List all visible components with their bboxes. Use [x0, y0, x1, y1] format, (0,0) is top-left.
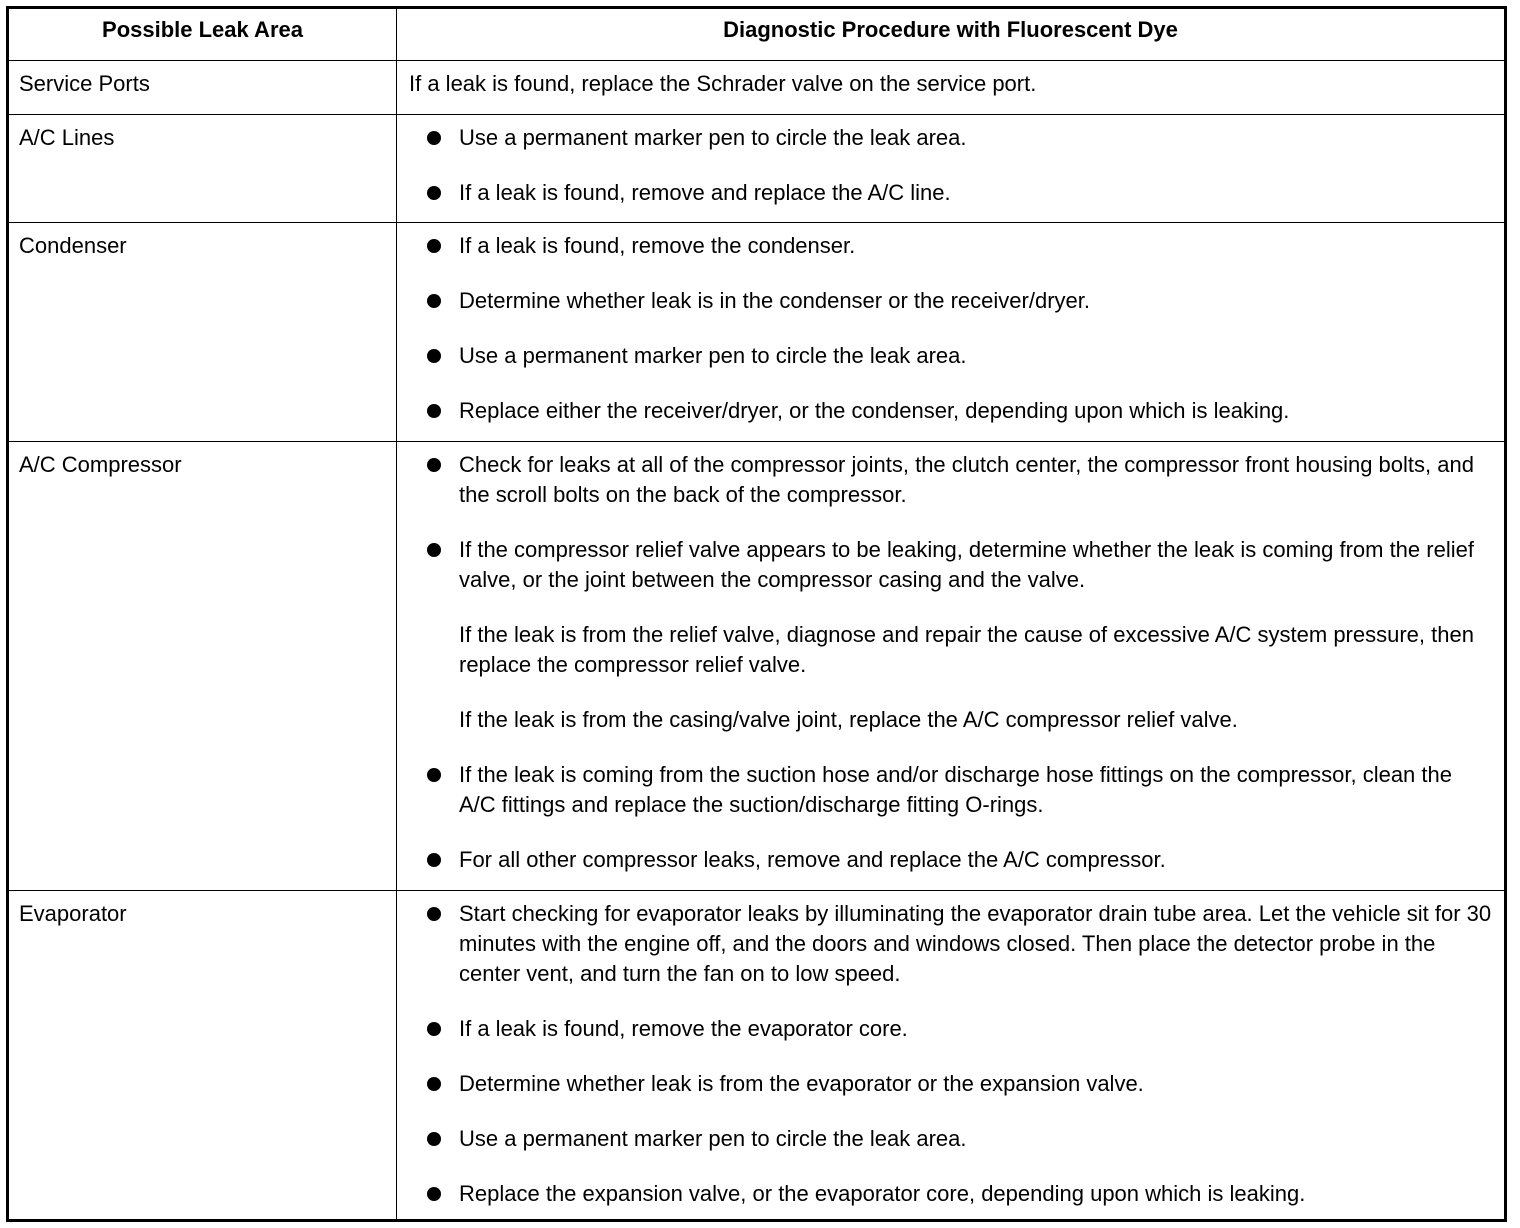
list-item-text: If the compressor relief valve appears to be leaking, determine whether the leak is coming from the relief valve, or the joint between the compressor casing and the valve. [459, 537, 1474, 592]
list-item [409, 396, 1492, 426]
area-cell: Service Ports [9, 61, 397, 114]
leak-diagnosis-table [6, 6, 1507, 1222]
procedure-text: If a leak is found, replace the Schrader valve on the service port. [409, 71, 1037, 96]
table-row-ac-lines [9, 115, 1504, 223]
list-item-text: Start checking for evaporator leaks by illuminating the evaporator drain tube area. Let the vehicle sit for 30 minutes with the engine off, and the doors and windows closed. Then place the detector probe in the center vent, and turn the fan on to low speed. [459, 901, 1492, 986]
bullet-icon [427, 1077, 441, 1091]
bullet-icon [427, 239, 441, 253]
procedure-cell [397, 115, 1504, 222]
procedure-cell [397, 223, 1504, 441]
list-item [409, 899, 1492, 989]
list-item [409, 231, 1492, 261]
bullet-icon [427, 1187, 441, 1201]
bullet-icon [427, 768, 441, 782]
bullet-icon [427, 294, 441, 308]
list-item-text: Use a permanent marker pen to circle the leak area. [459, 125, 967, 150]
list-item [409, 286, 1492, 316]
sub-paragraph: If the leak is from the casing/valve joint, replace the A/C compressor relief valve. [459, 707, 1238, 732]
bullet-icon [427, 853, 441, 867]
list-item [409, 1069, 1492, 1099]
sub-paragraph: If the leak is from the relief valve, diagnose and repair the cause of excessive A/C system pressure, then replace the compressor relief valve. [459, 622, 1474, 677]
bullet-icon [427, 907, 441, 921]
list-item-text: Determine whether leak is from the evaporator or the expansion valve. [459, 1071, 1144, 1096]
bullet-list [409, 899, 1492, 1209]
list-item-text: If a leak is found, remove and replace the A/C line. [459, 180, 951, 205]
list-item [409, 760, 1492, 820]
list-item [409, 1124, 1492, 1154]
bullet-icon [427, 458, 441, 472]
list-item [409, 845, 1492, 875]
header-diagnostic-procedure: Diagnostic Procedure with Fluorescent Dye [723, 17, 1178, 42]
list-item [409, 341, 1492, 371]
list-item-text: Check for leaks at all of the compressor joints, the clutch center, the compressor front housing bolts, and the scroll bolts on the back of the compressor. [459, 452, 1474, 507]
list-item-text: Replace either the receiver/dryer, or the condenser, depending upon which is leaking. [459, 398, 1290, 423]
list-item-text: If the leak is coming from the suction hose and/or discharge hose fittings on the compressor, clean the A/C fittings and replace the suction/discharge fitting O-rings. [459, 762, 1452, 817]
area-cell: Evaporator [9, 891, 397, 1219]
list-item [409, 178, 1492, 208]
procedure-cell [397, 442, 1504, 890]
list-item-text: If a leak is found, remove the condenser. [459, 233, 856, 258]
bullet-list [409, 231, 1492, 426]
list-item [409, 123, 1492, 153]
area-cell: Condenser [9, 223, 397, 441]
table-row-evaporator [9, 891, 1504, 1219]
bullet-icon [427, 543, 441, 557]
area-cell: A/C Compressor [9, 442, 397, 890]
list-item [409, 535, 1492, 735]
bullet-list [409, 123, 1492, 208]
procedure-cell [397, 891, 1504, 1219]
header-leak-area: Possible Leak Area [9, 9, 397, 60]
bullet-icon [427, 1132, 441, 1146]
table-row-condenser [9, 223, 1504, 442]
bullet-icon [427, 404, 441, 418]
list-item-text: For all other compressor leaks, remove and replace the A/C compressor. [459, 847, 1166, 872]
bullet-icon [427, 349, 441, 363]
list-item-text: Determine whether leak is in the condenser or the receiver/dryer. [459, 288, 1090, 313]
area-cell: A/C Lines [9, 115, 397, 222]
list-item-text: Use a permanent marker pen to circle the leak area. [459, 343, 967, 368]
list-item [409, 1179, 1492, 1209]
table-header-row [9, 9, 1504, 61]
bullet-icon [427, 1022, 441, 1036]
table-row-service-ports [9, 61, 1504, 115]
bullet-icon [427, 186, 441, 200]
list-item-text: If a leak is found, remove the evaporator core. [459, 1016, 908, 1041]
list-item [409, 1014, 1492, 1044]
bullet-list [409, 450, 1492, 875]
bullet-icon [427, 131, 441, 145]
list-item [409, 450, 1492, 510]
list-item-text: Use a permanent marker pen to circle the leak area. [459, 1126, 967, 1151]
list-item-text: Replace the expansion valve, or the evaporator core, depending upon which is leaking. [459, 1181, 1306, 1206]
procedure-cell [397, 61, 1504, 114]
table-row-ac-compressor [9, 442, 1504, 891]
